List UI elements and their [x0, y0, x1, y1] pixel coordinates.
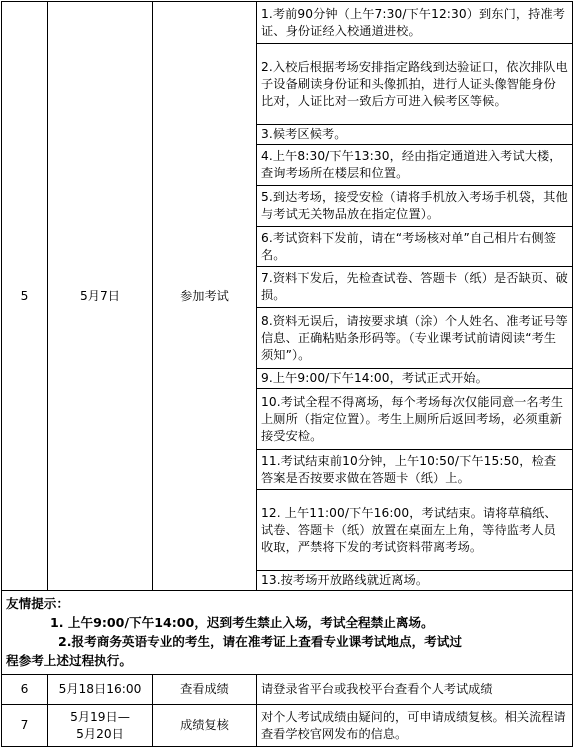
step-item: 2.入校后根据考场安排指定路线到达验证口，依次排队电子设备刷读身份证和头像抓拍，进行人证头像智能身份比对，人证比对一致后方可进入候考区等候。: [257, 44, 573, 125]
step-item: 12. 上午11:00/下午16:00，考试结束。请将草稿纸、试卷、答题卡（纸）放置在桌面左上角，等待监考人员收取，严禁将下发的考试资料带离考场。: [257, 490, 573, 571]
step-item: 10.考试全程不得离场，每个考场每次仅能同意一名考生上厕所（指定位置）。考生上厕所后返回考场，必须重新接受安检。: [257, 389, 573, 450]
table-row: [2, 675, 573, 705]
row-description: 对个人考试成绩由疑问的，可申请成绩复核。相关流程请查看学校官网发布的信息。: [257, 705, 573, 747]
row-date-start: 5月19日—: [70, 709, 130, 724]
row-event: 成绩复核: [153, 705, 257, 747]
tip-line-1: 1. 上午9:00/下午14:00，迟到考生禁止入场，考试全程禁止离场。: [50, 615, 434, 630]
row-date: [48, 705, 153, 747]
table-row: [2, 705, 573, 747]
row-event: 参加考试: [153, 2, 257, 591]
step-item: 4.上午8:30/下午13:30，经由指定通道进入考试大楼，查询考场所在楼层和位置。: [257, 145, 573, 186]
step-item: 3.候考区候考。: [257, 125, 573, 145]
step-item: 7.资料下发后，先检查试卷、答题卡（纸）是否缺页、破损。: [257, 267, 573, 308]
step-item: 6.考试资料下发前，请在“考场核对单”自己相片右侧签名。: [257, 227, 573, 267]
step-item: 5.到达考场，接受安检（请将手机放入考场手机袋，其他与考试无关物品放在指定位置）。: [257, 186, 573, 227]
row-description: 请登录省平台或我校平台查看个人考试成绩: [257, 675, 573, 705]
tip-line-2a: 2.报考商务英语专业的考生，请在准考证上查看专业课考试地点，考试过: [58, 634, 462, 649]
step-item: 9.上午9:00/下午14:00，考试正式开始。: [257, 369, 573, 389]
row-date: 5月7日: [48, 2, 153, 591]
row-number: 6: [2, 675, 48, 705]
step-row: [2, 2, 573, 44]
exam-schedule-table: [1, 1, 573, 747]
tips-row: [2, 591, 573, 675]
row-number: 5: [2, 2, 48, 591]
step-item: 11.考试结束前10分钟，上午10:50/下午15:50，检查答案是否按要求做在答题卡（纸）上。: [257, 450, 573, 490]
row-event: 查看成绩: [153, 675, 257, 705]
row-date-end: 5月20日: [76, 726, 124, 741]
step-item: 1.考前90分钟（上午7:30/下午12:30）到东门，持准考证、身份证经入校通道进校。: [257, 2, 573, 44]
row-number: 7: [2, 705, 48, 747]
exam-schedule-page: [0, 1, 573, 749]
row-date: 5月18日16:00: [48, 675, 153, 705]
tips-block: [2, 591, 573, 675]
tip-line-2b: 程参考上述过程执行。: [6, 653, 132, 668]
step-item: 8.资料无误后，请按要求填（涂）个人姓名、准考证号等信息、正确粘贴条形码等。（专业课考试前请阅读“考生须知”）。: [257, 308, 573, 369]
step-item: 13.按考场开放路线就近离场。: [257, 571, 573, 591]
tips-title: 友情提示：: [6, 596, 69, 611]
